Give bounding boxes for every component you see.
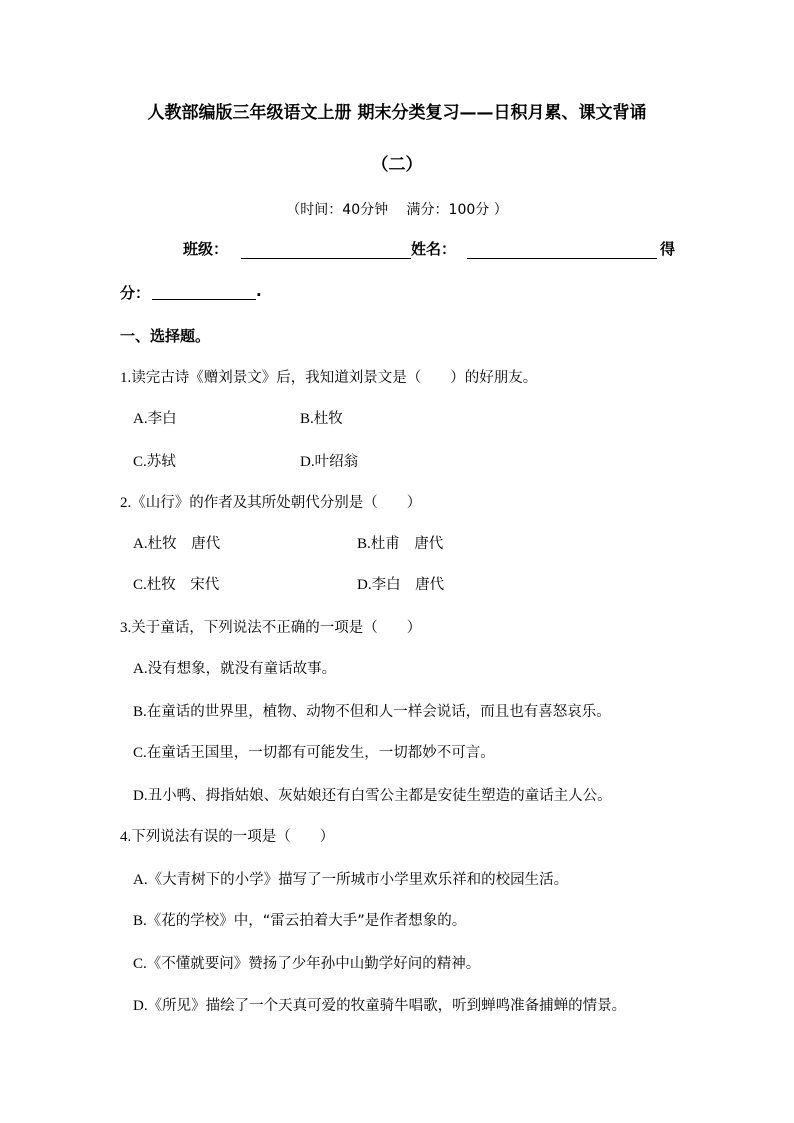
option-1a[interactable]: A.李白	[133, 411, 177, 427]
question-4	[120, 825, 334, 846]
name-label: 姓名：	[411, 240, 457, 258]
question-text: 《山行》的作者及其所处朝代分别是（ ）	[131, 495, 422, 511]
option-3c[interactable]: C.在童话王国里，一切都有可能发生，一切都妙不可言。	[133, 745, 495, 761]
page-title: 人教部编版三年级语文上册 期末分类复习——日积月累、课文背诵	[147, 103, 647, 123]
class-blank[interactable]	[241, 242, 411, 259]
score-label-part1: 得	[660, 240, 676, 258]
question-text: 关于童话，下列说法不正确的一项是（ ）	[131, 620, 422, 636]
time-info: （时间：40分钟 满分：100分 ）	[286, 202, 508, 218]
option-2a[interactable]: A.杜牧 唐代	[133, 536, 221, 552]
option-2c[interactable]: C.杜牧 宋代	[133, 577, 220, 593]
option-3a[interactable]: A.没有想象，就没有童话故事。	[133, 661, 337, 677]
question-number: 1.	[120, 370, 132, 386]
question-text: 下列说法有误的一项是（ ）	[131, 829, 335, 845]
option-4d[interactable]: D.《所见》描绘了一个天真可爱的牧童骑牛唱歌，听到蝉鸣准备捕蝉的情景。	[133, 998, 627, 1014]
page-subtitle: （二）	[371, 155, 423, 175]
question-text: 读完古诗《赠刘景文》后，我知道刘景文是（ ）的好朋友。	[131, 370, 538, 386]
name-blank[interactable]	[467, 242, 657, 259]
option-1c[interactable]: C.苏轼	[133, 454, 176, 470]
question-number: 3.	[120, 620, 132, 636]
class-label: 班级：	[183, 240, 229, 258]
option-3d[interactable]: D.丑小鸭、拇指姑娘、灰姑娘还有白雪公主都是安徒生塑造的童话主人公。	[133, 788, 612, 804]
score-end: .	[256, 282, 262, 300]
score-label-part2: 分：	[120, 284, 151, 302]
score-blank[interactable]	[152, 283, 256, 300]
option-4a[interactable]: A.《大青树下的小学》描写了一所城市小学里欢乐祥和的校园生活。	[133, 872, 569, 888]
question-number: 4.	[120, 829, 132, 845]
option-2d[interactable]: D.李白 唐代	[357, 577, 445, 593]
option-1b[interactable]: B.杜牧	[300, 411, 343, 427]
option-1d[interactable]: D.叶绍翁	[300, 454, 359, 470]
question-1	[120, 366, 537, 387]
question-3	[120, 616, 421, 637]
option-4b[interactable]: B.《花的学校》中，“雷云拍着大手”是作者想象的。	[133, 913, 467, 929]
section-heading: 一、选择题。	[120, 327, 211, 345]
question-2	[120, 491, 421, 512]
option-2b[interactable]: B.杜甫 唐代	[357, 536, 444, 552]
option-4c[interactable]: C.《不懂就要问》赞扬了少年孙中山勤学好问的精神。	[133, 956, 481, 972]
option-3b[interactable]: B.在童话的世界里，植物、动物不但和人一样会说话，而且也有喜怒哀乐。	[133, 704, 611, 720]
question-number: 2.	[120, 495, 132, 511]
